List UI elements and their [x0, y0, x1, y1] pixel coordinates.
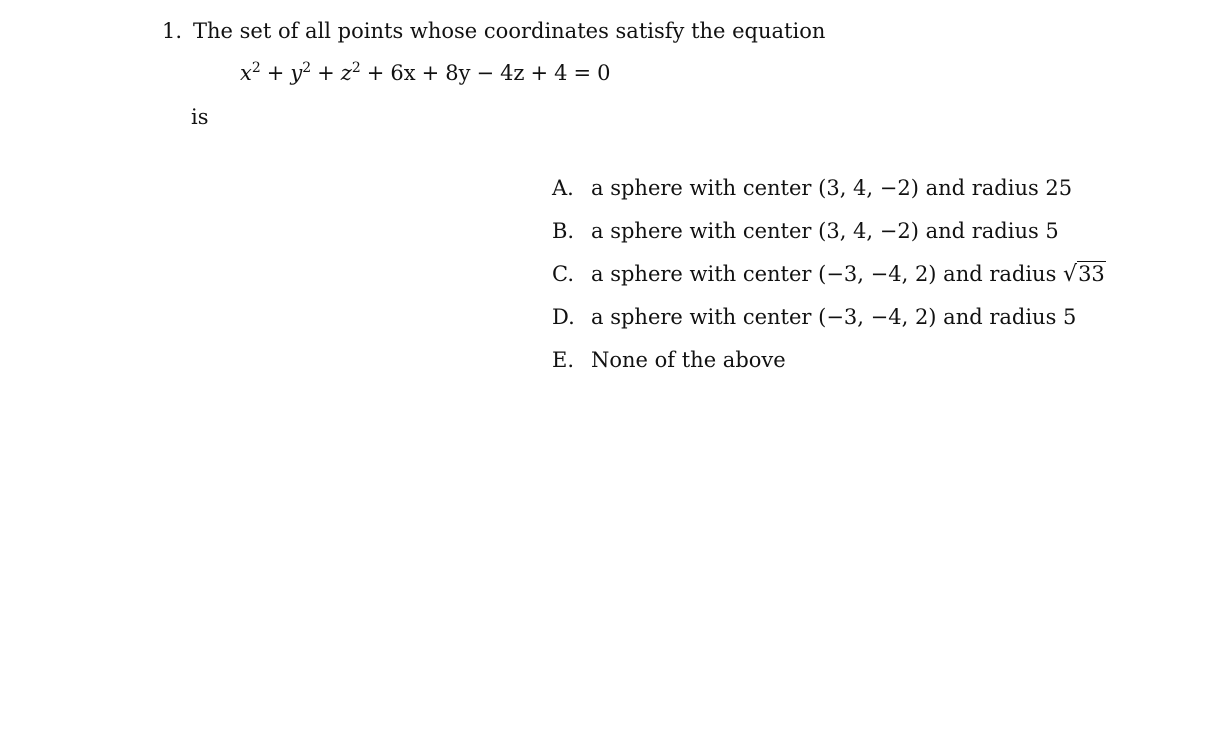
eq-op: +	[366, 61, 385, 85]
choice-c[interactable]	[552, 260, 1106, 303]
eq-term-z: z	[340, 61, 352, 85]
eq-equals: =	[573, 61, 592, 85]
choice-text: a sphere with center (−3, −4, 2) and radius	[591, 262, 1064, 286]
radicand: 33	[1078, 262, 1105, 286]
choice-letter: A.	[552, 176, 574, 200]
square-root	[1063, 260, 1106, 289]
choice-b[interactable]	[552, 217, 1106, 260]
choice-text: a sphere with center (3, 4, −2) and radius 25	[591, 176, 1073, 200]
question-stem-line	[162, 17, 825, 45]
choice-text: a sphere with center (−3, −4, 2) and radius 5	[591, 305, 1077, 329]
choice-letter: B.	[552, 219, 575, 243]
answer-choices	[552, 174, 1106, 389]
choice-letter: C.	[552, 262, 574, 286]
choice-a[interactable]	[552, 174, 1106, 217]
sphere-equation	[240, 59, 610, 87]
eq-term-4: 4	[554, 61, 568, 85]
eq-term-x: x	[240, 61, 252, 85]
choice-d[interactable]	[552, 303, 1106, 346]
choice-text: a sphere with center (3, 4, −2) and radius 5	[591, 219, 1059, 243]
eq-term-y: y	[290, 61, 303, 85]
eq-op: +	[421, 61, 440, 85]
eq-term-4z: 4z	[500, 61, 525, 85]
eq-rhs: 0	[597, 61, 611, 85]
radical-sign: √	[1063, 262, 1078, 287]
choice-letter: E.	[552, 348, 575, 372]
eq-op: +	[266, 61, 285, 85]
eq-exp-y: 2	[302, 60, 312, 76]
question-stem: The set of all points whose coordinates satisfy the equation	[193, 19, 826, 43]
eq-term-6x: 6x	[390, 61, 416, 85]
choice-letter: D.	[552, 305, 575, 329]
choice-e[interactable]	[552, 346, 1106, 389]
eq-exp-z: 2	[351, 60, 361, 76]
eq-op: −	[476, 61, 495, 85]
eq-op: +	[317, 61, 335, 85]
eq-term-8y: 8y	[445, 61, 471, 85]
eq-exp-x: 2	[251, 60, 261, 76]
choice-text: None of the above	[591, 348, 786, 372]
question-trailer: is	[191, 105, 209, 129]
question-number: 1.	[162, 19, 183, 43]
eq-op: +	[530, 61, 549, 85]
